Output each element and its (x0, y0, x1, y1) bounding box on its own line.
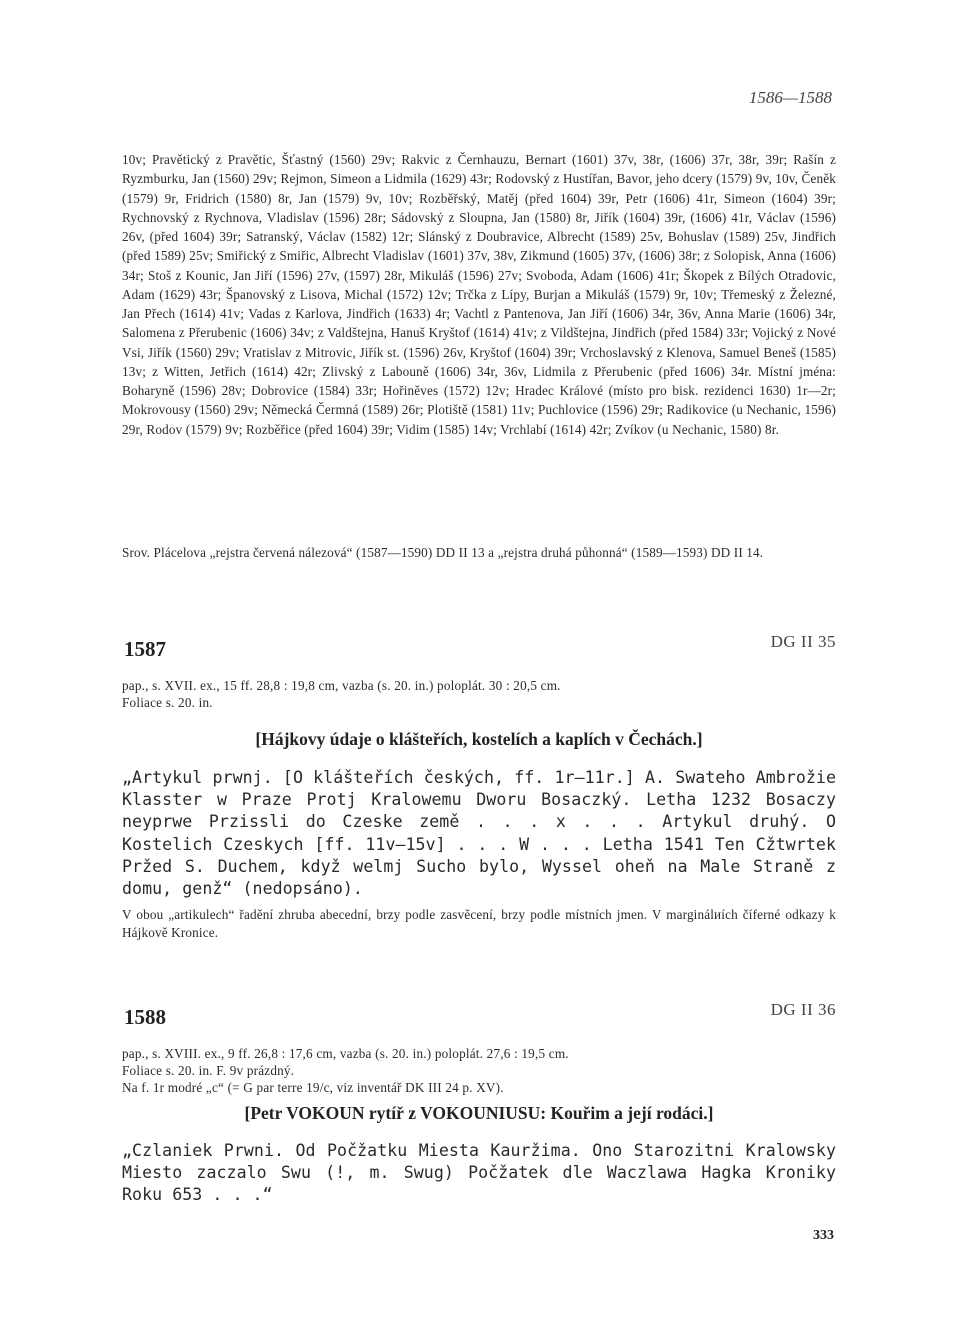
entry-number: 1588 (124, 1005, 166, 1029)
description-line: Foliace s. 20. in. F. 9v prázdný. (122, 1063, 295, 1078)
entry-title-1587: [Hájkovy údaje o klášteřích, kostelích a kaplích v Čechách.] (255, 729, 703, 749)
entry-description-1587 (122, 677, 836, 711)
description-line: Foliace s. 20. in. (122, 695, 213, 710)
index-paragraph: 10v; Pravětický z Pravětic, Šťastný (1560) 29v; Rakvic z Černhauzu, Bernart (1601) 37v, 38r, (1606) 37r, 38r, 39r; Rašín z Ryzmburku, Jan (1560) 29v; Rejmon, Simeon a Lidmila (1629) 43r; Rodovský z Hustířan, Bavor, jeho dcery (1579) 9v, 10v, Čeněk (1579) 9r, Fridrich (1580) 8r, Jan (1579) 9v, 10v; Rozběřský, Matěj (před 1604) 39r, Petr (1606) 41r, Simeon (1604) 39r; Rychnovský z Rychnova, Vladislav (1596) 28r; Sádovský z Sloupna, Jan (1580) 8r, Jiřík (1604) 39r, (1606) 41r, Václav (1596) 26v, (před 1604) 39r; Satranský, Václav (1582) 12r; Slánský z Doubravice, Albrecht (1589) 25v, Bohuslav (1589) 25v, Jindřich (před 1589) 25v; Smiřický z Smiřic, Albrecht Vladislav (1601) 37v, 38v, Zikmund (1605) 37v, (1606) 38r; z Solopisk, Anna (1606) 34r; Stoš z Kounic, Jan Jiří (1596) 27v, (1597) 28r, Mikuláš (1596) 27v; Svoboda, Adam (1606) 41r; Škopek z Bílých Otradovic, Adam (1629) 43r; Španovský z Lisova, Michal (1572) 12v; Trčka z Lípy, Burjan a Mikuláš (1579) 9r, 10v; Třemeský z Železné, Jan Přech (1614) 41v; Vadas z Karlova, Jindřich (1633) 4r; Vachtl z Pantenova, Jan Jiří (1606) 34r, 36v, Anna Marie (1606) 34r, Salomena z Přerubenic (1606) 34v; z Valdštejna, Hanuš Kryštof (1614) 41v; z Vildštejna, Jindřich (před 1584) 33r; Vojický z Nové Vsi, Jiřík (1560) 29v; Vratislav z Mitrovic, Jiřík st. (1596) 26v, Kryštof (1604) 39r; Vrchoslavský z Klenova, Samuel Beneš (1585) 13v; z Witten, Jetřich (1614) 42r; Zlivský z Labouně (1606) 34r, 36v, Lidmila z Přerubenic (před 1606) 34r. Místní jména: Boharyně (1596) 28v; Dobrovice (1584) 33r; Hořiněves (1572) 12v; Hradec Králové (místo pro bisk. rezidenci 1630) 1r—2r; Mokrovousy (1560) 29v; Německá Čermná (1589) 26r; Plotiště (1581) 11v; Puchlovice (1596) 29r; Radikovice (u Nechanic, 1596) 29r, Rodov (1579) 9v; Rozběřice (před 1604) 39r; Vidim (1585) 14v; Vrchlabí (1614) 42r; Zvíkov (u Nechanic, 1580) 8r. (122, 152, 836, 437)
description-line: pap., s. XVIII. ex., 9 ff. 26,8 : 17,6 cm, vazba (s. 20. in.) poloplát. 27,6 : 19,5 cm. (122, 1046, 569, 1061)
entry-signature: DG II 36 (770, 1000, 836, 1019)
entry-number: 1587 (124, 637, 166, 661)
cross-reference-paragraph: Srov. Plácelova „rejstra červená nálezová“ (1587—1590) DD II 13 a „rejstra druhá půhonná“ (1589—1593) DD II 14. (122, 545, 764, 560)
entry-header-1588 (122, 1000, 836, 1030)
entry-quote-1587: „Artykul prwnj. [O klášteřích českých, ff. 1r—11r.] A. Swateho Ambrožie Klasster w Praze Protj Kralowemu Dworu Bosaczký. Letha 1232 Bosaczy neyprwe Przissli do Czeske země . . . x . . . Artykul druhý. O Kostelich Czeskych [ff. 11v—15v] . . . W . . . Letha 1541 Ten Cžtwrtek Pržed S. Duchem, když welmj Sucho bylo, Wyssel oheň na Male Straně z domu, genž“ (nedopsáno). (122, 768, 836, 899)
entry-quote-1588: „Czlaniek Prwni. Od Počžatku Miesta Kauržima. Ono Starozitni Kralowsky Miesto zaczalo Swu (!, m. Swug) Počžatek dle Waczlawa Hagka Kroniky Roku 653 . . .“ (122, 1141, 836, 1205)
page-number: 333 (813, 1228, 834, 1243)
description-line: pap., s. XVII. ex., 15 ff. 28,8 : 19,8 cm, vazba (s. 20. in.) poloplát. 30 : 20,5 cm. (122, 678, 561, 693)
entry-signature: DG II 35 (770, 632, 836, 651)
description-line: Na f. 1r modré „c“ (= G par terre 19/c, viz inventář DK III 24 p. XV). (122, 1080, 504, 1095)
entry-description-1588 (122, 1045, 836, 1096)
entry-header-1587 (122, 632, 836, 662)
running-head: 1586—1588 (748, 88, 832, 107)
entry-title-1588: [Petr VOKOUN rytíř z VOKOUNIUSU: Kouřim a její rodáci.] (244, 1103, 714, 1123)
entry-note-1587: V obou „artikulech“ řadění zhruba abecední, brzy podle zasvěcení, brzy podle místních jmen. V marginálиích číferné odkazy k Hájkově Kronice. (122, 907, 836, 940)
